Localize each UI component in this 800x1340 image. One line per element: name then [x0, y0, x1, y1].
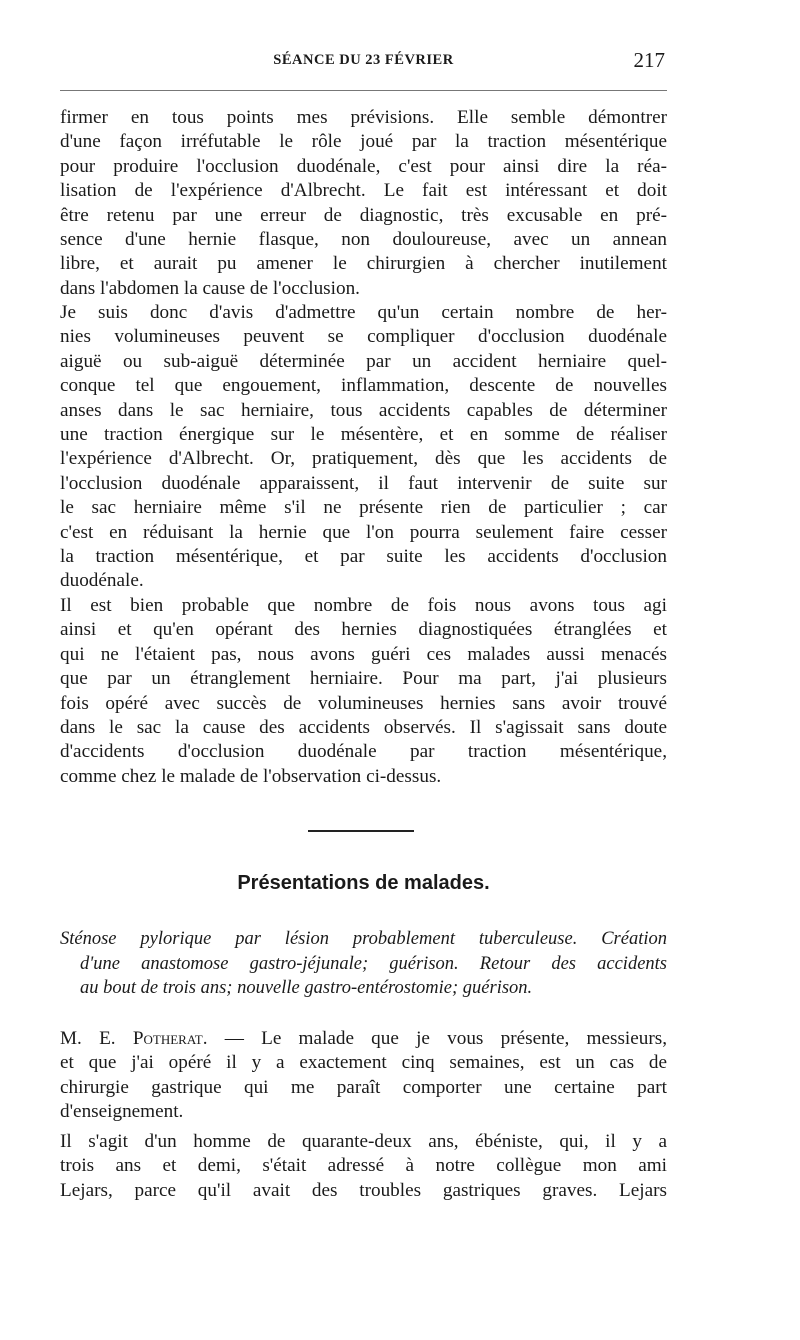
text-line: d'une façon irréfutable le rôle joué par la traction mésentérique	[60, 131, 667, 153]
text-line: dans le sac la cause des accidents observés. Il s'agissait sans doute	[60, 717, 667, 739]
text-line: et que j'ai opéré il y a exactement cinq semaines, est un cas de	[60, 1052, 667, 1074]
case-subtitle	[60, 927, 667, 1001]
text-line: chirurgie gastrique qui me paraît comporter une certaine part	[60, 1076, 667, 1098]
paragraph-2	[60, 301, 667, 594]
speaker-name: Potherat	[132, 1028, 203, 1049]
text-line: dans l'abdomen la cause de l'occlusion.	[60, 277, 360, 299]
page-number: 217	[633, 48, 665, 72]
text-line: comme chez le malade de l'observation ci-dessus.	[60, 765, 442, 787]
text-line: l'expérience d'Albrecht. Or, pratiquement, dès que les accidents de	[60, 448, 667, 470]
text-line: pour produire l'occlusion duodénale, c'est pour ainsi dire la réa-	[60, 155, 667, 177]
text-line	[60, 1027, 667, 1051]
text-line: l'occlusion duodénale apparaissent, il faut intervenir de suite sur	[60, 472, 667, 494]
paragraph-1	[60, 106, 667, 301]
text-line: duodénale.	[60, 570, 144, 592]
running-header	[60, 48, 667, 76]
paragraph-5	[60, 1130, 667, 1203]
running-title: SÉANCE DU 23 FÉVRIER	[273, 52, 454, 68]
text-line: d'accidents d'occlusion duodénale par traction mésentérique,	[60, 741, 667, 763]
text-line: Il est bien probable que nombre de fois nous avons tous agi	[60, 595, 667, 616]
text-line: libre, et aurait pu amener le chirurgien à chercher inutilement	[60, 253, 667, 275]
text-line: Je suis donc d'avis d'admettre qu'un certain nombre de her-	[60, 302, 667, 323]
text-line: le sac herniaire même s'il ne présente rien de particulier ; car	[60, 497, 667, 519]
text-line: lisation de l'expérience d'Albrecht. Le fait est intéressant et doit	[60, 180, 667, 202]
subtitle-line: Sténose pylorique par lésion probablement tuberculeuse. Création	[60, 929, 667, 949]
header-rule	[60, 90, 667, 91]
text-line: Lejars, parce qu'il avait des troubles gastriques graves. Lejars	[60, 1179, 667, 1201]
subtitle-line: au bout de trois ans; nouvelle gastro-entérostomie; guérison.	[80, 978, 533, 998]
text-line: c'est en réduisant la hernie que l'on pourra seulement faire cesser	[60, 521, 667, 543]
text-line: firmer en tous points mes prévisions. Elle semble démontrer	[60, 107, 667, 128]
text-line: trois ans et demi, s'était adressé à notre collègue mon ami	[60, 1155, 667, 1177]
text-line: une traction énergique sur le mésentère, et en somme de réaliser	[60, 424, 667, 446]
text-line: que par un étranglement herniaire. Pour ma part, j'ai plusieurs	[60, 668, 667, 690]
text-line: être retenu par une erreur de diagnostic, très excusable en pré-	[60, 204, 667, 226]
text-line: conque tel que engouement, inflammation, descente de nouvelles	[60, 375, 667, 397]
section-heading: Présentations de malades.	[237, 872, 490, 894]
text-line: fois opéré avec succès de volumineuses hernies sans avoir trouvé	[60, 692, 667, 714]
paragraph-4	[60, 1027, 667, 1125]
subtitle-line: d'une anastomose gastro-jéjunale; guérison. Retour des accidents	[80, 953, 667, 974]
text-line: nies volumineuses peuvent se compliquer d'occlusion duodénale	[60, 326, 667, 348]
section-separator	[308, 830, 414, 832]
first-line-rest: . — Le malade que je vous présente, messieurs,	[202, 1028, 668, 1049]
text-line: sence d'une hernie flasque, non douloureuse, avec un annean	[60, 229, 667, 251]
speaker-prefix: M. E.	[60, 1028, 133, 1049]
text-line: d'enseignement.	[60, 1101, 184, 1123]
text-line: qui ne l'étaient pas, nous avons guéri ces malades aussi menacés	[60, 643, 667, 665]
text-line: anses dans le sac herniaire, tous accidents capables de déterminer	[60, 399, 667, 421]
text-line: la traction mésentérique, et par suite les accidents d'occlusion	[60, 546, 667, 568]
paragraph-3	[60, 594, 667, 789]
text-line: ainsi et qu'en opérant des hernies diagnostiquées étranglées et	[60, 619, 667, 641]
text-line: aiguë ou sub-aiguë déterminée par un accident herniaire quel-	[60, 350, 667, 372]
text-line: Il s'agit d'un homme de quarante-deux ans, ébéniste, qui, il y a	[60, 1131, 667, 1152]
